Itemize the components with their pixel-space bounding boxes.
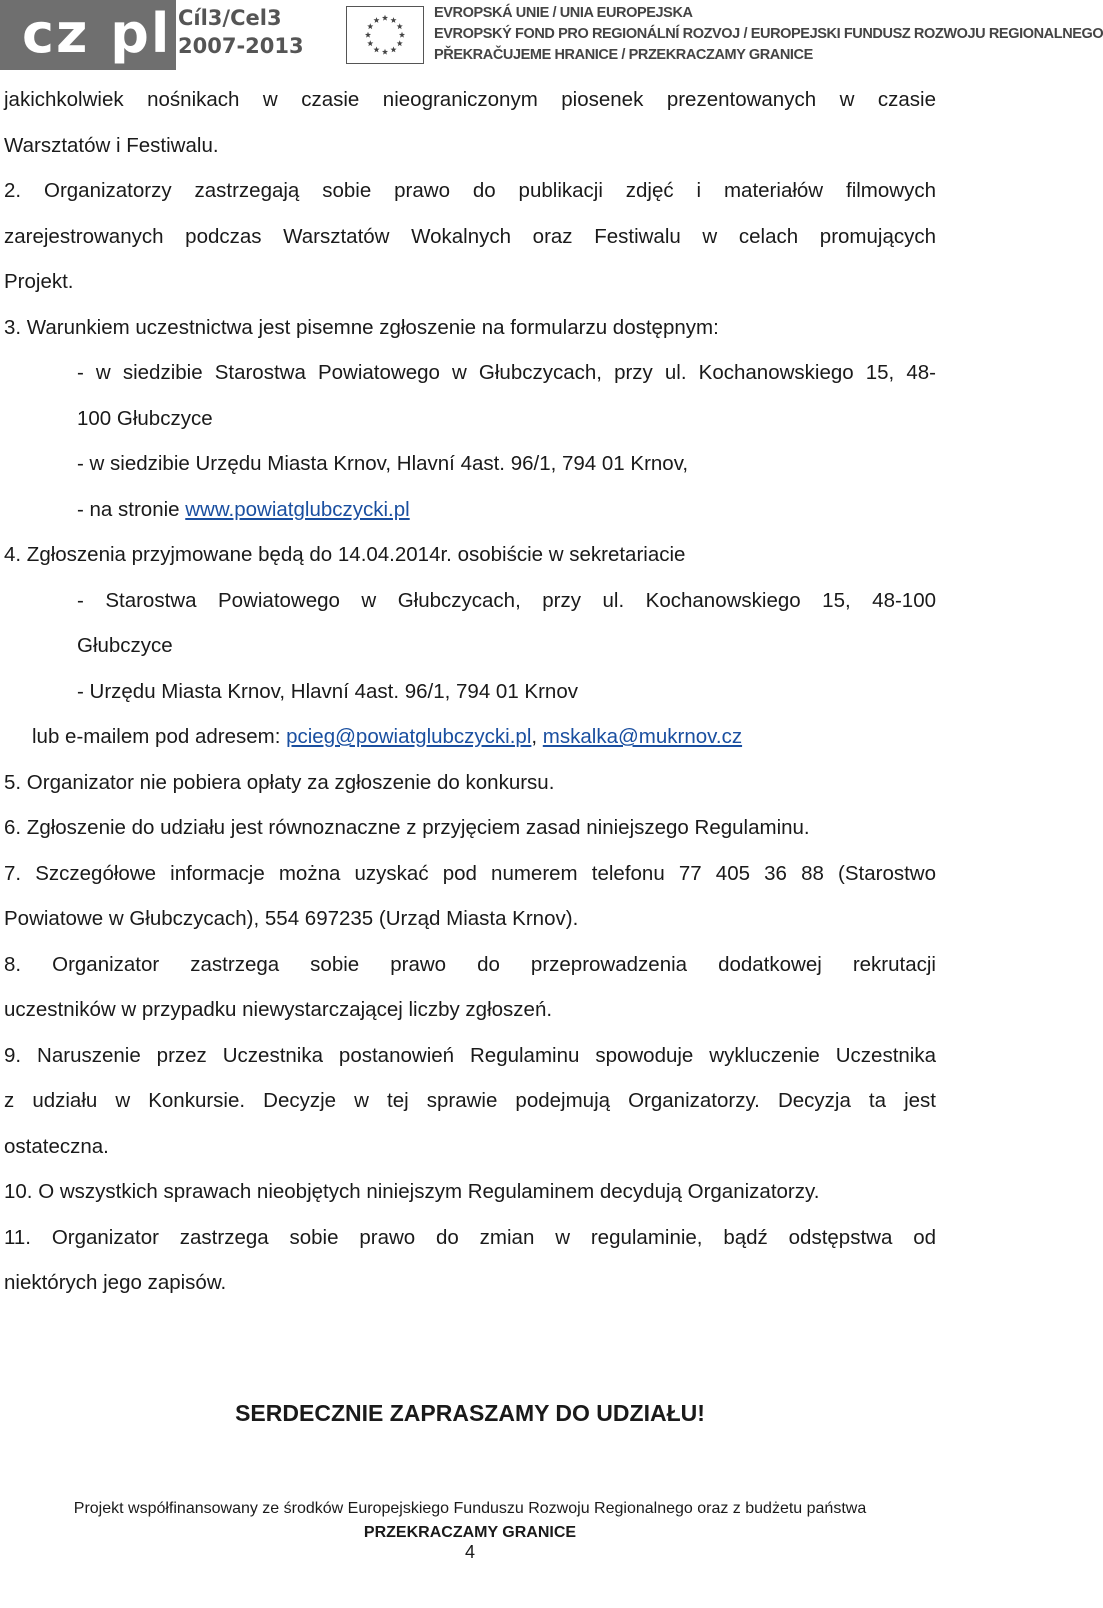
text-line: Powiatowe w Głubczycach), 554 697235 (Urząd Miasta Krnov). [4,907,579,930]
text-line: - na stronie www.powiatglubczycki.pl [77,497,410,521]
text-line: ostateczna. [4,1134,109,1158]
cz-pl-logo [0,0,176,70]
footer-funding-note: Projekt współfinansowany ze środków Europejskiego Funduszu Rozwoju Regionalnego oraz z budżetu państwa [73,1500,867,1517]
text-line: Głubczyce [77,634,173,657]
text-line: jakichkolwiek nośnikach w czasie nieograniczonym piosenek prezentowanych w czasie [4,88,936,111]
text-line: - Urzędu Miasta Krnov, Hlavní 4ast. 96/1, 794 01 Krnov [77,679,578,703]
text-line: 4. Zgłoszenia przyjmowane będą do 14.04.2014r. osobiście w sekretariacie [4,543,686,566]
email-link-krnov[interactable]: mskalka@mukrnov.cz [542,725,743,748]
text-line: 9. Naruszenie przez Uczestnika postanowień Regulaminu spowoduje wykluczenie Uczestnika [4,1043,936,1067]
text-line: - w siedzibie Starostwa Powiatowego w Głubczycach, przy ul. Kochanowskiego 15, 48- [77,361,936,384]
text-line: Warsztatów i Festiwalu. [4,133,219,157]
page-header [0,0,1103,70]
text-line: 10. O wszystkich sprawach nieobjętych niniejszym Regulaminem decydują Organizatorzy. [4,1180,820,1203]
program-years: 2007-2013 [178,34,304,58]
eu-line-2: EVROPSKÝ FOND PRO REGIONÁLNÍ ROZVOJ / EUROPEJSKI FUNDUSZ ROZWOJU REGIONALNEGO [434,26,1103,42]
program-name: Cíl3/Cel3 [178,6,282,30]
eu-star-icon [373,17,379,23]
footer-motto: PRZEKRACZAMY GRANICE [363,1524,577,1541]
text-line: zarejestrowanych podczas Warsztatów Wokalnych oraz Festiwalu w celach promujących [4,224,936,248]
eu-star-icon [399,32,405,38]
eu-star-icon [367,23,373,29]
eu-caption [434,3,1103,66]
text-line: Projekt. [4,270,74,293]
eu-star-icon [365,32,371,38]
text-line: - Starostwa Powiatowego w Głubczycach, przy ul. Kochanowskiego 15, 48-100 [77,588,936,612]
eu-star-icon [390,47,396,53]
website-link[interactable]: www.powiatglubczycki.pl [185,497,410,521]
eu-star-icon [390,17,396,23]
eu-line-3: PŘEKRAČUJEME HRANICE / PRZEKRACZAMY GRANICE [434,47,813,63]
eu-star-icon [397,23,403,29]
program-label [178,4,304,60]
eu-flag-icon [346,6,424,64]
eu-star-icon [367,40,373,46]
text-line: 11. Organizator zastrzega sobie prawo do zmian w regulaminie, bądź odstępstwa od [4,1225,936,1249]
eu-star-icon [373,47,379,53]
text-line: - w siedzibie Urzędu Miasta Krnov, Hlavní 4ast. 96/1, 794 01 Krnov, [77,452,689,475]
eu-line-1: EVROPSKÁ UNIE / UNIA EUROPEJSKA [434,5,693,21]
text-line: uczestników w przypadku niewystarczającej liczby zgłoszeń. [4,998,553,1021]
text-line: 3. Warunkiem uczestnictwa jest pisemne zgłoszenie na formularzu dostępnym: [4,315,719,339]
closing-invitation: SERDECZNIE ZAPRASZAMY DO UDZIAŁU! [235,1400,705,1426]
eu-star-icon [397,40,403,46]
text-line: 100 Głubczyce [77,406,213,430]
text-line: 2. Organizatorzy zastrzegają sobie prawo do publikacji zdjęć i materiałów filmowych [4,179,936,202]
text-line: 6. Zgłoszenie do udziału jest równoznaczne z przyjęciem zasad niniejszego Regulaminu. [4,816,810,839]
text-line: 7. Szczegółowe informacje można uzyskać pod numerem telefonu 77 405 36 88 (Starostwo [4,861,936,885]
eu-star-icon [382,49,388,55]
page-footer [0,1497,940,1545]
text-line: lub e-mailem pod adresem: pcieg@powiatglubczycki.pl, mskalka@mukrnov.cz [32,725,743,748]
eu-star-icon [382,15,388,21]
email-link-powiat[interactable]: pcieg@powiatglubczycki.pl [286,725,532,748]
text-line: niektórych jego zapisów. [4,1271,227,1294]
page-number: 4 [464,1542,475,1562]
regulations-text [4,77,936,1306]
text-line: 8. Organizator zastrzega sobie prawo do przeprowadzenia dodatkowej rekrutacji [4,952,936,976]
logo-cz-text: cz pl [22,2,172,65]
text-line: z udziału w Konkursie. Decyzje w tej sprawie podejmują Organizatorzy. Decyzja ta jest [4,1089,936,1112]
text-line: 5. Organizator nie pobiera opłaty za zgłoszenie do konkursu. [4,770,555,794]
